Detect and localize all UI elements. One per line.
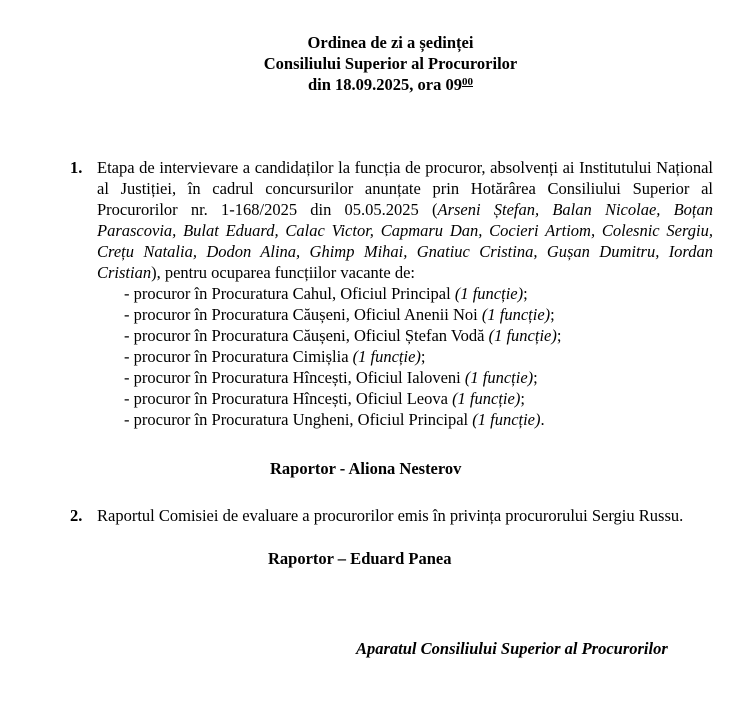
position-end: ; xyxy=(550,305,555,324)
rapporteur-item-1: Raportor - Aliona Nesterov xyxy=(270,459,462,478)
position-item xyxy=(124,304,713,325)
position-end: ; xyxy=(523,284,528,303)
agenda-item-1 xyxy=(97,157,713,430)
agenda-item-2 xyxy=(97,505,713,526)
position-item xyxy=(124,388,713,409)
position-count: (1 funcție) xyxy=(464,368,534,387)
agenda-item-1-description xyxy=(97,157,713,283)
position-end: ; xyxy=(556,326,562,345)
position-text: - procuror în Procuratura Căușeni, Oficiul Anenii Noi xyxy=(124,305,482,324)
position-count: (1 funcție) xyxy=(352,347,421,366)
document-footer-signature: Aparatul Consiliului Superior al Procurorilor xyxy=(356,639,668,658)
header-institution: Consiliului Superior al Procurorilor xyxy=(263,54,518,73)
rapporteur-item-2: Raportor – Eduard Panea xyxy=(268,549,452,568)
position-end: ; xyxy=(533,368,538,387)
header-title: Ordinea de zi a ședinței xyxy=(307,33,474,52)
position-text: - procuror în Procuratura Hîncești, Oficiul Ialoveni xyxy=(124,368,465,387)
position-item xyxy=(124,325,713,346)
agenda-item-number-1: 1. xyxy=(70,158,83,177)
position-count: (1 funcție) xyxy=(472,410,541,429)
candidate-names: Arseni Ștefan, Balan Nicolae, Boțan Parascovia, Bulat Eduard, Calac Victor, Capmaru Dan, Cocieri Artiom, Colesnic Sergiu, Crețu Natalia, Dodon Alina, Ghimp Mihai, Gnatiuc Cristina, Gușan Dumitru, Iordan Cristian xyxy=(97,200,714,282)
position-end: ; xyxy=(520,389,525,408)
position-item xyxy=(124,346,713,367)
position-count: (1 funcție) xyxy=(488,326,557,345)
agenda-item-number-2: 2. xyxy=(70,506,83,525)
header-date: din 18.09.2025, ora 09 xyxy=(307,75,462,94)
vacant-positions-list xyxy=(97,283,713,430)
agenda-item-2-description: Raportul Comisiei de evaluare a procurorilor emis în privința procurorului Sergiu Russu. xyxy=(97,506,684,525)
position-count: (1 funcție) xyxy=(481,305,551,324)
header-time-minutes: 00 xyxy=(462,76,473,88)
position-text: - procuror în Procuratura Cimișlia xyxy=(124,347,353,366)
position-item xyxy=(124,367,713,388)
position-count: (1 funcție) xyxy=(454,284,524,303)
position-end: ; xyxy=(420,347,426,366)
document-header xyxy=(0,32,741,95)
agenda-item-1-text-before: Etapa de intervievare a candidaților la funcția de procuror, absolvenți ai Institutului Național al Justiției, în cadrul concursurilor anunțate prin Hotărârea Consiliului Superior al Procurorilor nr. 1-168/2025 din 05.05.2025 ( xyxy=(97,158,713,219)
position-count: (1 funcție) xyxy=(452,389,521,408)
position-item xyxy=(124,409,713,430)
position-item xyxy=(124,283,713,304)
header-date-time xyxy=(0,74,741,95)
position-text: - procuror în Procuratura Hîncești, Oficiul Leova xyxy=(124,389,453,408)
position-end: . xyxy=(540,410,545,429)
position-text: - procuror în Procuratura Căușeni, Oficiul Ștefan Vodă xyxy=(124,326,489,345)
position-text: - procuror în Procuratura Cahul, Oficiul Principal xyxy=(124,284,455,303)
position-text: - procuror în Procuratura Ungheni, Oficiul Principal xyxy=(124,410,473,429)
agenda-item-1-text-after: ), pentru ocuparea funcțiilor vacante de: xyxy=(151,263,415,282)
